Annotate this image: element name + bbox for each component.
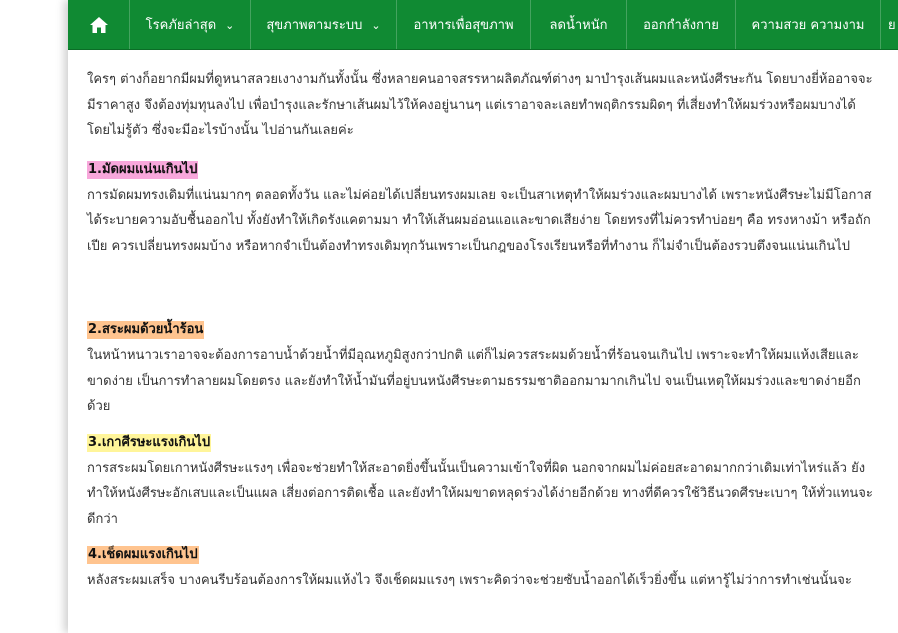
- section-heading: 1.มัดผมแน่นเกินไป: [88, 161, 198, 177]
- nav-item-health-systems[interactable]: [251, 0, 397, 49]
- chevron-down-icon: ⌄: [371, 19, 381, 32]
- nav-item-label: ย: [888, 18, 896, 33]
- nav-item-label: โรคภัยล่าสุด: [145, 18, 217, 33]
- nav-home-button[interactable]: [68, 0, 130, 49]
- section-heading: 4.เช็ดผมแรงเกินไป: [88, 547, 198, 562]
- article-intro: ใครๆ ต่างก็อยากมีผมที่ดูหนาสลวยเงางามกันทั้งนั้น ซึ่งหลายคนอาจสรรหาผลิตภัณฑ์ต่างๆ มาบำรุงเส้นผมและหนังศีรษะกัน โดยบางยี่ห้ออาจจะมีราคาสูง จึงต้องทุ่มทุนลงไป เพื่อบำรุงและรักษาเส้นผมไว้ให้คงอยู่นานๆ แต่เราอาจละเลยทำพฤติกรรมผิดๆ ที่เสี่ยงทำให้ผมร่วงหรือผมบางได้โดยไม่รู้ตัว ซึ่งจะมีอะไรบ้างนั้น ไปอ่านกันเลยค่ะ: [87, 72, 873, 138]
- nav-item-beauty[interactable]: [736, 0, 881, 49]
- article-section-1: [87, 157, 877, 260]
- section-body: ในหน้าหนาวเราอาจจะต้องการอาบน้ำด้วยน้ำที่มีอุณหภูมิสูงกว่าปกติ แต่ก็ไม่ควรสระผมด้วยน้ำที่ร้อนจนเกินไป เพราะจะทำให้ผมแห้งเสียและขาดง่าย เป็นการทำลายผมโดยตรง และยังทำให้น้ำมันที่อยู่บนหนังศีรษะตามธรรมชาติออกมามากเกินไป จนเป็นเหตุให้ผมร่วงและขาดง่ายอีกด้วย: [87, 348, 861, 414]
- nav-item-latest-diseases[interactable]: [130, 0, 251, 49]
- article-section-4: [87, 542, 877, 594]
- section-body: การสระผมโดยเกาหนังศีรษะแรงๆ เพื่อจะช่วยทำให้สะอาดยิ่งขึ้นนั้นเป็นความเข้าใจที่ผิด นอกจากผมไม่ค่อยสะอาดมากกว่าเดิมเท่าไหร่แล้ว ยังทำให้หนังศีรษะอักเสบและเป็นแผล เสี่ยงต่อการติดเชื้อ และยังทำให้ผมขาดหลุดร่วงได้ง่ายอีกด้วย ทางที่ดีควรใช้วิธีนวดศีรษะเบาๆ ให้ทั่วแทนจะดีกว่า: [87, 460, 873, 527]
- article-section-3: [87, 430, 877, 533]
- chevron-down-icon: ⌄: [225, 19, 235, 32]
- left-page-margin: [0, 0, 68, 633]
- nav-item-truncated[interactable]: [881, 0, 898, 49]
- article-section-2: [87, 317, 877, 420]
- section-body: การมัดผมทรงเดิมที่แน่นมากๆ ตลอดทั้งวัน และไม่ค่อยได้เปลี่ยนทรงผมเลย จะเป็นสาเหตุทำให้ผมร่วงและผมบางได้ เพราะหนังศีรษะไม่มีโอกาสได้ระบายความอับชื้นออกไป ทั้งยังทำให้เกิดรังแคตามมา ทำให้เส้นผมอ่อนแอและขาดเสียง่าย โดยทรงที่ไม่ควรทำบ่อยๆ คือ ทรงหางม้า หรือถักเปีย ควรเปลี่ยนทรงผมบ้าง หรือหากจำเป็นต้องทำทรงเดิมทุกวันเพราะเป็นกฎของโรงเรียนหรือที่ทำงาน ก็ไม่จำเป็นต้องรวบตึงจนแน่นเกินไป: [87, 187, 872, 254]
- nav-item-label: ลดน้ำหนัก: [549, 18, 608, 33]
- nav-item-exercise[interactable]: [627, 0, 736, 49]
- section-heading: 2.สระผมด้วยน้ำร้อน: [88, 322, 204, 337]
- nav-item-label: ความสวย ความงาม: [751, 18, 865, 33]
- section-heading: 3.เกาศีรษะแรงเกินไป: [88, 434, 211, 450]
- article-body: [87, 67, 877, 594]
- section-body: หลังสระผมเสร็จ บางคนรีบร้อนต้องการให้ผมแห้งไว จึงเช็ดผมแรงๆ เพราะคิดว่าจะช่วยซับน้ำออกได้เร็วยิ่งขึ้น แต่หารู้ไม่ว่าการทำเช่นนั้นจะ: [87, 573, 852, 588]
- nav-item-weight-loss[interactable]: [531, 0, 627, 49]
- viewport-bottom-edge: [68, 625, 898, 633]
- nav-item-label: สุขภาพตามระบบ: [266, 18, 363, 33]
- nav-item-label: ออกกำลังกาย: [643, 18, 719, 33]
- main-navigation: [68, 0, 898, 50]
- nav-item-healthy-food[interactable]: [397, 0, 531, 49]
- home-icon: [89, 16, 109, 34]
- nav-item-label: อาหารเพื่อสุขภาพ: [413, 18, 514, 33]
